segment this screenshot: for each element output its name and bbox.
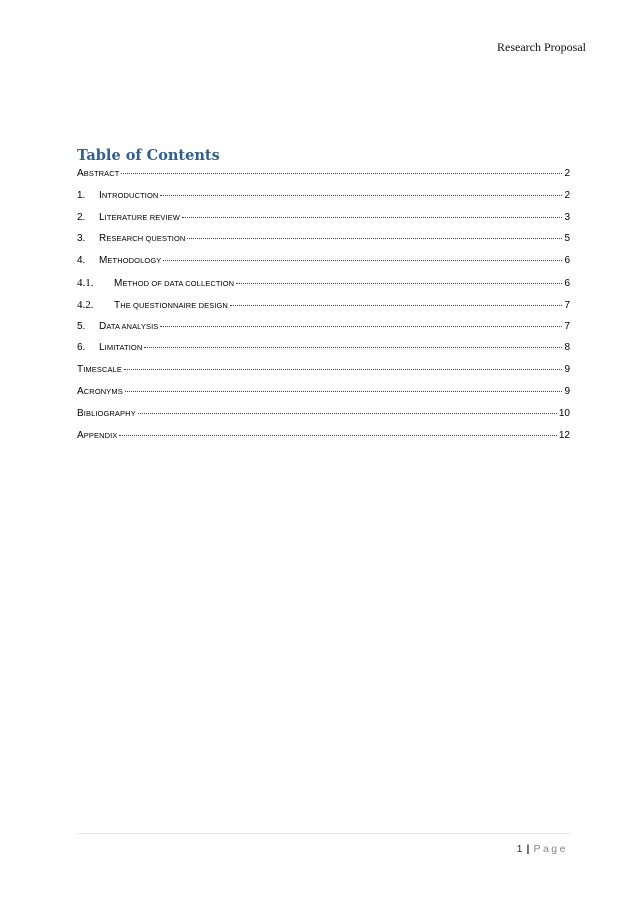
toc-leader-dots: [230, 305, 562, 306]
toc-page-number: 3: [564, 211, 570, 223]
toc-page-number: 7: [564, 320, 570, 332]
toc-page-number: 9: [564, 385, 570, 397]
toc-entry-label: THE QUESTIONNAIRE DESIGN: [114, 299, 228, 311]
table-of-contents: [77, 168, 570, 451]
toc-entry-number: 4.1.: [77, 276, 94, 289]
toc-leader-dots: [124, 369, 562, 370]
toc-entry-methodology[interactable]: [77, 255, 570, 277]
footer-divider: [77, 833, 570, 834]
toc-page-number: 7: [564, 299, 570, 311]
toc-entry-number: 2.: [77, 211, 86, 223]
toc-entry-label: APPENDIX: [77, 429, 118, 441]
toc-entry-abstract[interactable]: [77, 168, 570, 190]
toc-title: Table of Contents: [77, 147, 220, 164]
toc-entry-label: LIMITATION: [99, 342, 143, 354]
toc-entry-number: 4.: [77, 255, 86, 267]
footer-separator: |: [526, 843, 530, 855]
toc-page-number: 12: [558, 429, 570, 441]
toc-entry-questionnaire-design[interactable]: [77, 299, 570, 321]
toc-page-number: 6: [564, 277, 570, 289]
toc-entry-label: INTRODUCTION: [99, 189, 159, 201]
toc-entry-label: ACRONYMS: [77, 385, 123, 397]
toc-page-number: 2: [564, 168, 570, 179]
toc-entry-number: 6.: [77, 342, 86, 354]
toc-entry-appendix[interactable]: [77, 430, 570, 452]
toc-entry-label: RESEARCH QUESTION: [99, 233, 186, 245]
toc-entry-timescale[interactable]: [77, 364, 570, 386]
toc-entry-data-analysis[interactable]: [77, 321, 570, 343]
running-header: Research Proposal: [497, 40, 586, 54]
toc-entry-label: LITERATURE REVIEW: [99, 211, 180, 223]
toc-entry-label: METHOD OF DATA COLLECTION: [114, 277, 235, 289]
toc-entry-literature-review[interactable]: [77, 212, 570, 234]
toc-leader-dots: [182, 217, 563, 218]
toc-entry-number: 4.2.: [77, 298, 94, 311]
footer-page-number: 1: [516, 843, 523, 855]
toc-page-number: 5: [564, 233, 570, 245]
toc-entry-acronyms[interactable]: [77, 386, 570, 408]
toc-leader-dots: [144, 347, 562, 348]
toc-page-number: 2: [564, 189, 570, 201]
toc-leader-dots: [119, 435, 556, 436]
footer-page-word: Page: [533, 843, 568, 855]
toc-page-number: 10: [558, 407, 570, 419]
toc-page-number: 6: [564, 255, 570, 267]
toc-entry-bibliography[interactable]: [77, 408, 570, 430]
toc-entry-method-of-data-collection[interactable]: [77, 277, 570, 299]
toc-entry-introduction[interactable]: [77, 190, 570, 212]
toc-leader-dots: [187, 238, 562, 239]
toc-leader-dots: [125, 391, 563, 392]
toc-entry-number: 3.: [77, 233, 86, 245]
toc-leader-dots: [236, 283, 562, 284]
toc-leader-dots: [160, 326, 562, 327]
toc-entry-label: TIMESCALE: [77, 364, 122, 376]
toc-entry-label: BIBLIOGRAPHY: [77, 407, 136, 419]
toc-entry-label: DATA ANALYSIS: [99, 320, 159, 332]
toc-entry-limitation[interactable]: [77, 342, 570, 364]
toc-entry-number: 5.: [77, 320, 86, 332]
toc-entry-number: 1.: [77, 189, 86, 201]
toc-entry-label: ABSTRACT: [77, 168, 120, 179]
toc-leader-dots: [138, 413, 557, 414]
toc-page-number: 9: [564, 364, 570, 376]
toc-leader-dots: [163, 260, 562, 261]
toc-leader-dots: [160, 195, 562, 196]
toc-entry-label: METHODOLOGY: [99, 255, 162, 267]
toc-entry-research-question[interactable]: [77, 233, 570, 255]
toc-leader-dots: [121, 173, 562, 174]
toc-page-number: 8: [564, 342, 570, 354]
page-footer: [517, 843, 568, 855]
